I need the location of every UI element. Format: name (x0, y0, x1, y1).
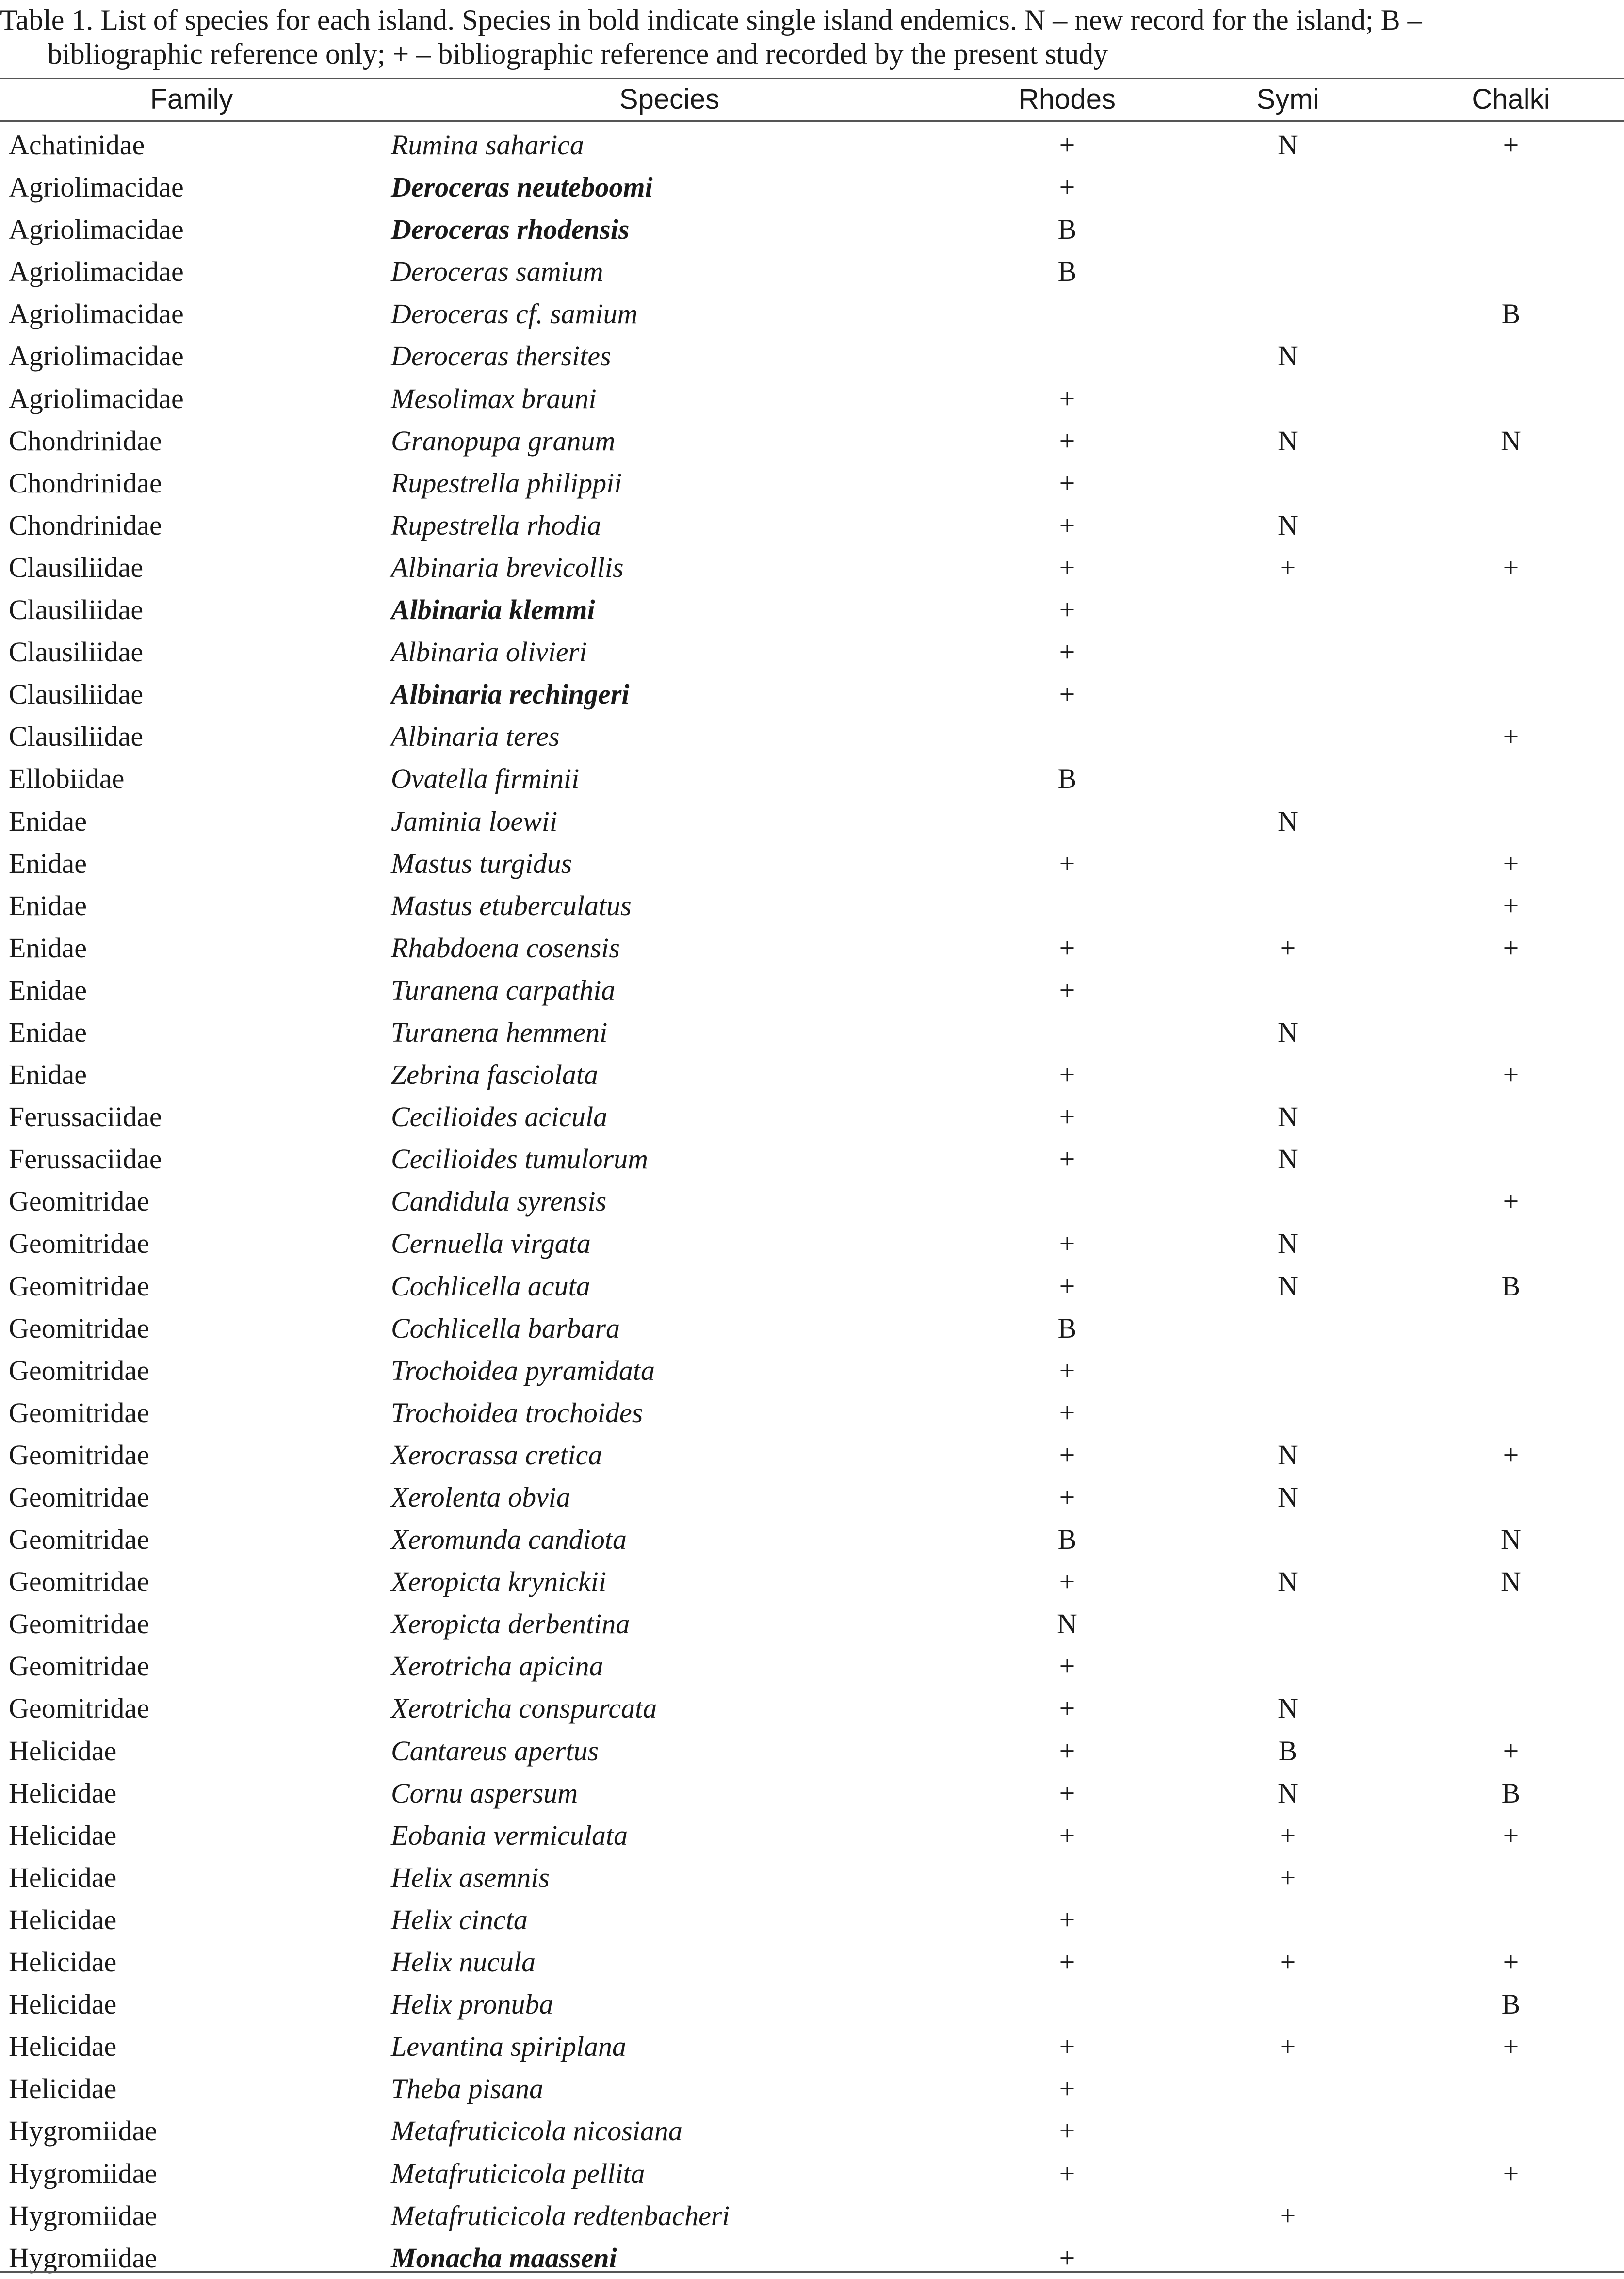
cell-chalki: + (1503, 1735, 1519, 1767)
cell-family: Geomitridae (9, 1228, 149, 1260)
table-row (0, 335, 1624, 377)
cell-species: Eobania vermiculata (391, 1819, 628, 1851)
cell-species: Turanena carpathia (391, 974, 616, 1006)
column-header-species: Species (619, 83, 720, 115)
cell-family: Enidae (9, 974, 87, 1006)
table-row (0, 1434, 1624, 1476)
table-row (0, 2067, 1624, 2110)
cell-species: Xeropicta derbentina (391, 1608, 630, 1640)
cell-chalki: + (1503, 1185, 1519, 1217)
cell-species: Mesolimax brauni (391, 382, 597, 414)
cell-rhodes: + (1059, 467, 1075, 499)
cell-family: Agriolimacidae (9, 171, 184, 203)
cell-species: Albinaria klemmi (391, 594, 595, 626)
cell-family: Clausiliidae (9, 636, 144, 668)
cell-rhodes: B (1057, 763, 1077, 795)
cell-chalki: + (1503, 129, 1519, 161)
cell-species: Monacha maasseni (391, 2242, 617, 2274)
table-row (0, 1983, 1624, 2025)
cell-family: Helicidae (9, 1988, 117, 2020)
cell-species: Metafruticicola pellita (391, 2157, 645, 2189)
cell-species: Mastus turgidus (391, 847, 572, 879)
table-row (0, 715, 1624, 757)
cell-rhodes: B (1057, 256, 1077, 288)
cell-rhodes: + (1059, 1228, 1075, 1260)
cell-family: Agriolimacidae (9, 256, 184, 288)
cell-symi: N (1278, 1566, 1298, 1598)
cell-family: Agriolimacidae (9, 298, 184, 330)
cell-rhodes: + (1059, 509, 1075, 541)
cell-species: Rhabdoena cosensis (391, 932, 620, 964)
table-row (0, 757, 1624, 800)
table-row (0, 885, 1624, 927)
cell-rhodes: + (1059, 1903, 1075, 1935)
table-row (0, 1899, 1624, 1941)
cell-species: Granopupa granum (391, 425, 616, 457)
cell-family: Geomitridae (9, 1312, 149, 1344)
cell-species: Theba pisana (391, 2073, 544, 2105)
cell-rhodes: + (1059, 1270, 1075, 1302)
cell-rhodes: + (1059, 129, 1075, 161)
cell-family: Chondrinidae (9, 467, 162, 499)
table-row (0, 293, 1624, 335)
cell-rhodes: + (1059, 678, 1075, 710)
cell-rhodes: + (1059, 425, 1075, 457)
cell-species: Candidula syrensis (391, 1185, 607, 1217)
cell-family: Hygromiidae (9, 2115, 158, 2147)
cell-rhodes: + (1059, 2157, 1075, 2189)
cell-family: Agriolimacidae (9, 213, 184, 246)
table-row (0, 1730, 1624, 1772)
table-row (0, 546, 1624, 589)
cell-family: Geomitridae (9, 1692, 149, 1724)
cell-species: Mastus etuberculatus (391, 889, 632, 921)
table-row (0, 1349, 1624, 1392)
cell-rhodes: B (1057, 1524, 1077, 1556)
table-row (0, 1011, 1624, 1053)
cell-rhodes: + (1059, 1819, 1075, 1851)
cell-family: Hygromiidae (9, 2199, 158, 2231)
cell-symi: N (1278, 1143, 1298, 1175)
cell-species: Rupestrella rhodia (391, 509, 601, 541)
table-row (0, 1941, 1624, 1983)
cell-symi: + (1280, 1946, 1296, 1978)
cell-species: Rupestrella philippii (391, 467, 622, 499)
cell-family: Enidae (9, 932, 87, 964)
cell-species: Deroceras cf. samium (391, 298, 638, 330)
cell-species: Cochlicella barbara (391, 1312, 620, 1344)
cell-rhodes: + (1059, 932, 1075, 964)
cell-rhodes: + (1059, 847, 1075, 879)
cell-family: Ferussaciidae (9, 1101, 162, 1133)
cell-chalki: B (1501, 1988, 1521, 2020)
table-row (0, 1856, 1624, 1899)
cell-species: Cochlicella acuta (391, 1270, 590, 1302)
table-row (0, 1814, 1624, 1856)
cell-symi: N (1278, 340, 1298, 372)
cell-chalki: + (1503, 1946, 1519, 1978)
table-row (0, 1687, 1624, 1729)
cell-symi: N (1278, 1101, 1298, 1133)
cell-species: Deroceras samium (391, 256, 603, 288)
cell-chalki: + (1503, 1059, 1519, 1091)
cell-chalki: + (1503, 847, 1519, 879)
cell-species: Deroceras rhodensis (391, 213, 630, 246)
table-row (0, 1392, 1624, 1434)
caption-line-2: bibliographic reference only; + – bibliographic reference and recorded by the present study (48, 38, 1108, 70)
cell-rhodes: + (1059, 1396, 1075, 1428)
cell-symi: N (1278, 1016, 1298, 1048)
cell-family: Clausiliidae (9, 551, 144, 583)
table-row (0, 842, 1624, 885)
table-row (0, 250, 1624, 293)
cell-family: Chondrinidae (9, 509, 162, 541)
table-row (0, 377, 1624, 420)
cell-rhodes: + (1059, 2115, 1075, 2147)
table-row (0, 1096, 1624, 1138)
cell-family: Hygromiidae (9, 2242, 158, 2274)
cell-rhodes: N (1057, 1608, 1077, 1640)
cell-family: Geomitridae (9, 1396, 149, 1428)
cell-symi: N (1278, 1692, 1298, 1724)
cell-family: Enidae (9, 1016, 87, 1048)
table-body (0, 124, 1624, 2279)
table-row (0, 1053, 1624, 1096)
cell-family: Ellobiidae (9, 763, 125, 795)
cell-symi: + (1280, 551, 1296, 583)
cell-chalki: + (1503, 932, 1519, 964)
cell-rhodes: + (1059, 1439, 1075, 1471)
cell-family: Hygromiidae (9, 2157, 158, 2189)
cell-symi: + (1280, 2199, 1296, 2231)
cell-rhodes: + (1059, 1566, 1075, 1598)
cell-species: Ovatella firminii (391, 763, 580, 795)
cell-rhodes: + (1059, 1101, 1075, 1133)
table-header-rule (0, 120, 1624, 122)
table-row (0, 1180, 1624, 1222)
cell-chalki: B (1501, 1777, 1521, 1809)
cell-chalki: N (1501, 425, 1521, 457)
cell-species: Xerolenta obvia (391, 1481, 570, 1513)
cell-species: Cornu aspersum (391, 1777, 578, 1809)
cell-family: Helicidae (9, 1777, 117, 1809)
cell-rhodes: + (1059, 1946, 1075, 1978)
cell-symi: N (1278, 1228, 1298, 1260)
cell-symi: N (1278, 1777, 1298, 1809)
table-row (0, 1265, 1624, 1307)
table-row (0, 1518, 1624, 1560)
cell-rhodes: + (1059, 1650, 1075, 1682)
cell-family: Geomitridae (9, 1185, 149, 1217)
cell-rhodes: + (1059, 1777, 1075, 1809)
cell-rhodes: + (1059, 1735, 1075, 1767)
cell-rhodes: + (1059, 2031, 1075, 2063)
cell-species: Cernuella virgata (391, 1228, 591, 1260)
cell-family: Clausiliidae (9, 721, 144, 753)
cell-chalki: + (1503, 1819, 1519, 1851)
cell-family: Helicidae (9, 1819, 117, 1851)
table-row (0, 1307, 1624, 1349)
cell-family: Ferussaciidae (9, 1143, 162, 1175)
column-header-chalki: Chalki (1472, 83, 1550, 115)
cell-species: Xerotricha conspurcata (391, 1692, 657, 1724)
cell-symi: N (1278, 509, 1298, 541)
table-row (0, 589, 1624, 631)
table-row (0, 208, 1624, 250)
cell-family: Enidae (9, 805, 87, 837)
table-row (0, 2152, 1624, 2195)
column-header-symi: Symi (1256, 83, 1319, 115)
cell-rhodes: B (1057, 213, 1077, 246)
cell-rhodes: + (1059, 171, 1075, 203)
table-row (0, 969, 1624, 1011)
cell-family: Helicidae (9, 2031, 117, 2063)
cell-family: Clausiliidae (9, 594, 144, 626)
cell-family: Helicidae (9, 1735, 117, 1767)
table-top-rule (0, 78, 1624, 79)
column-header-rhodes: Rhodes (1019, 83, 1116, 115)
cell-rhodes: + (1059, 1481, 1075, 1513)
cell-rhodes: + (1059, 974, 1075, 1006)
cell-symi: N (1278, 425, 1298, 457)
cell-species: Metafruticicola nicosiana (391, 2115, 682, 2147)
table-row (0, 124, 1624, 166)
table-row (0, 1138, 1624, 1180)
cell-rhodes: + (1059, 382, 1075, 414)
cell-species: Albinaria teres (391, 721, 560, 753)
caption-line-1: Table 1. List of species for each island. Species in bold indicate single island endemics. N – new record for the island; B – (0, 4, 1422, 36)
table-row (0, 2025, 1624, 2067)
table-row (0, 166, 1624, 208)
cell-symi: N (1278, 1270, 1298, 1302)
table-row (0, 504, 1624, 546)
cell-species: Deroceras thersites (391, 340, 611, 372)
cell-chalki: + (1503, 2157, 1519, 2189)
table-row (0, 1645, 1624, 1687)
cell-family: Agriolimacidae (9, 382, 184, 414)
cell-rhodes: + (1059, 2242, 1075, 2274)
cell-species: Albinaria olivieri (391, 636, 587, 668)
table-row (0, 1222, 1624, 1264)
cell-family: Helicidae (9, 1946, 117, 1978)
cell-chalki: N (1501, 1524, 1521, 1556)
cell-family: Chondrinidae (9, 425, 162, 457)
cell-family: Clausiliidae (9, 678, 144, 710)
cell-species: Xerotricha apicina (391, 1650, 603, 1682)
table-row (0, 1560, 1624, 1603)
table-bottom-rule (0, 2271, 1624, 2273)
cell-rhodes: + (1059, 594, 1075, 626)
cell-chalki: + (1503, 2031, 1519, 2063)
cell-species: Rumina saharica (391, 129, 584, 161)
cell-symi: + (1280, 1819, 1296, 1851)
cell-rhodes: + (1059, 1354, 1075, 1386)
table-row (0, 2195, 1624, 2237)
table-row (0, 927, 1624, 969)
cell-family: Achatinidae (9, 129, 145, 161)
cell-chalki: + (1503, 721, 1519, 753)
cell-chalki: B (1501, 298, 1521, 330)
cell-rhodes: + (1059, 636, 1075, 668)
cell-species: Cecilioides tumulorum (391, 1143, 649, 1175)
cell-chalki: + (1503, 551, 1519, 583)
cell-chalki: + (1503, 1439, 1519, 1471)
table-row (0, 420, 1624, 462)
cell-rhodes: + (1059, 1692, 1075, 1724)
cell-species: Deroceras neuteboomi (391, 171, 653, 203)
cell-species: Xerocrassa cretica (391, 1439, 602, 1471)
cell-species: Helix pronuba (391, 1988, 553, 2020)
cell-family: Geomitridae (9, 1439, 149, 1471)
cell-symi: N (1278, 1481, 1298, 1513)
cell-rhodes: + (1059, 1143, 1075, 1175)
cell-species: Cecilioides acicula (391, 1101, 608, 1133)
cell-family: Helicidae (9, 1903, 117, 1935)
table-row (0, 800, 1624, 842)
table-row (0, 462, 1624, 504)
cell-species: Helix nucula (391, 1946, 536, 1978)
table-row (0, 631, 1624, 673)
cell-rhodes: + (1059, 2073, 1075, 2105)
cell-species: Xeromunda candiota (391, 1524, 627, 1556)
table-header-row (0, 80, 1624, 120)
column-header-family: Family (150, 83, 233, 115)
cell-symi: B (1278, 1735, 1298, 1767)
cell-species: Xeropicta krynickii (391, 1566, 606, 1598)
cell-family: Geomitridae (9, 1481, 149, 1513)
cell-family: Agriolimacidae (9, 340, 184, 372)
cell-symi: + (1280, 2031, 1296, 2063)
cell-family: Enidae (9, 1059, 87, 1091)
cell-chalki: N (1501, 1566, 1521, 1598)
cell-species: Trochoidea pyramidata (391, 1354, 655, 1386)
table-row (0, 1772, 1624, 1814)
table-row (0, 2110, 1624, 2152)
cell-species: Trochoidea trochoides (391, 1396, 643, 1428)
cell-family: Enidae (9, 847, 87, 879)
table-caption (0, 3, 1624, 71)
table-row (0, 673, 1624, 715)
cell-chalki: B (1501, 1270, 1521, 1302)
cell-species: Cantareus apertus (391, 1735, 599, 1767)
cell-family: Geomitridae (9, 1608, 149, 1640)
cell-symi: N (1278, 1439, 1298, 1471)
cell-family: Helicidae (9, 1861, 117, 1893)
cell-species: Albinaria brevicollis (391, 551, 624, 583)
cell-species: Albinaria rechingeri (391, 678, 630, 710)
cell-rhodes: + (1059, 1059, 1075, 1091)
cell-family: Geomitridae (9, 1566, 149, 1598)
cell-species: Helix asemnis (391, 1861, 550, 1893)
cell-symi: N (1278, 805, 1298, 837)
cell-family: Geomitridae (9, 1270, 149, 1302)
cell-species: Levantina spiriplana (391, 2031, 626, 2063)
cell-symi: + (1280, 932, 1296, 964)
table-row (0, 1476, 1624, 1518)
cell-species: Turanena hemmeni (391, 1016, 608, 1048)
cell-species: Helix cincta (391, 1903, 528, 1935)
cell-rhodes: + (1059, 551, 1075, 583)
cell-symi: + (1280, 1861, 1296, 1893)
cell-species: Zebrina fasciolata (391, 1059, 598, 1091)
table-row (0, 1603, 1624, 1645)
cell-family: Helicidae (9, 2073, 117, 2105)
cell-symi: N (1278, 129, 1298, 161)
cell-family: Geomitridae (9, 1650, 149, 1682)
cell-family: Geomitridae (9, 1354, 149, 1386)
cell-species: Metafruticicola redtenbacheri (391, 2199, 730, 2231)
cell-family: Enidae (9, 889, 87, 921)
cell-chalki: + (1503, 889, 1519, 921)
cell-species: Jaminia loewii (391, 805, 558, 837)
cell-rhodes: B (1057, 1312, 1077, 1344)
cell-family: Geomitridae (9, 1524, 149, 1556)
